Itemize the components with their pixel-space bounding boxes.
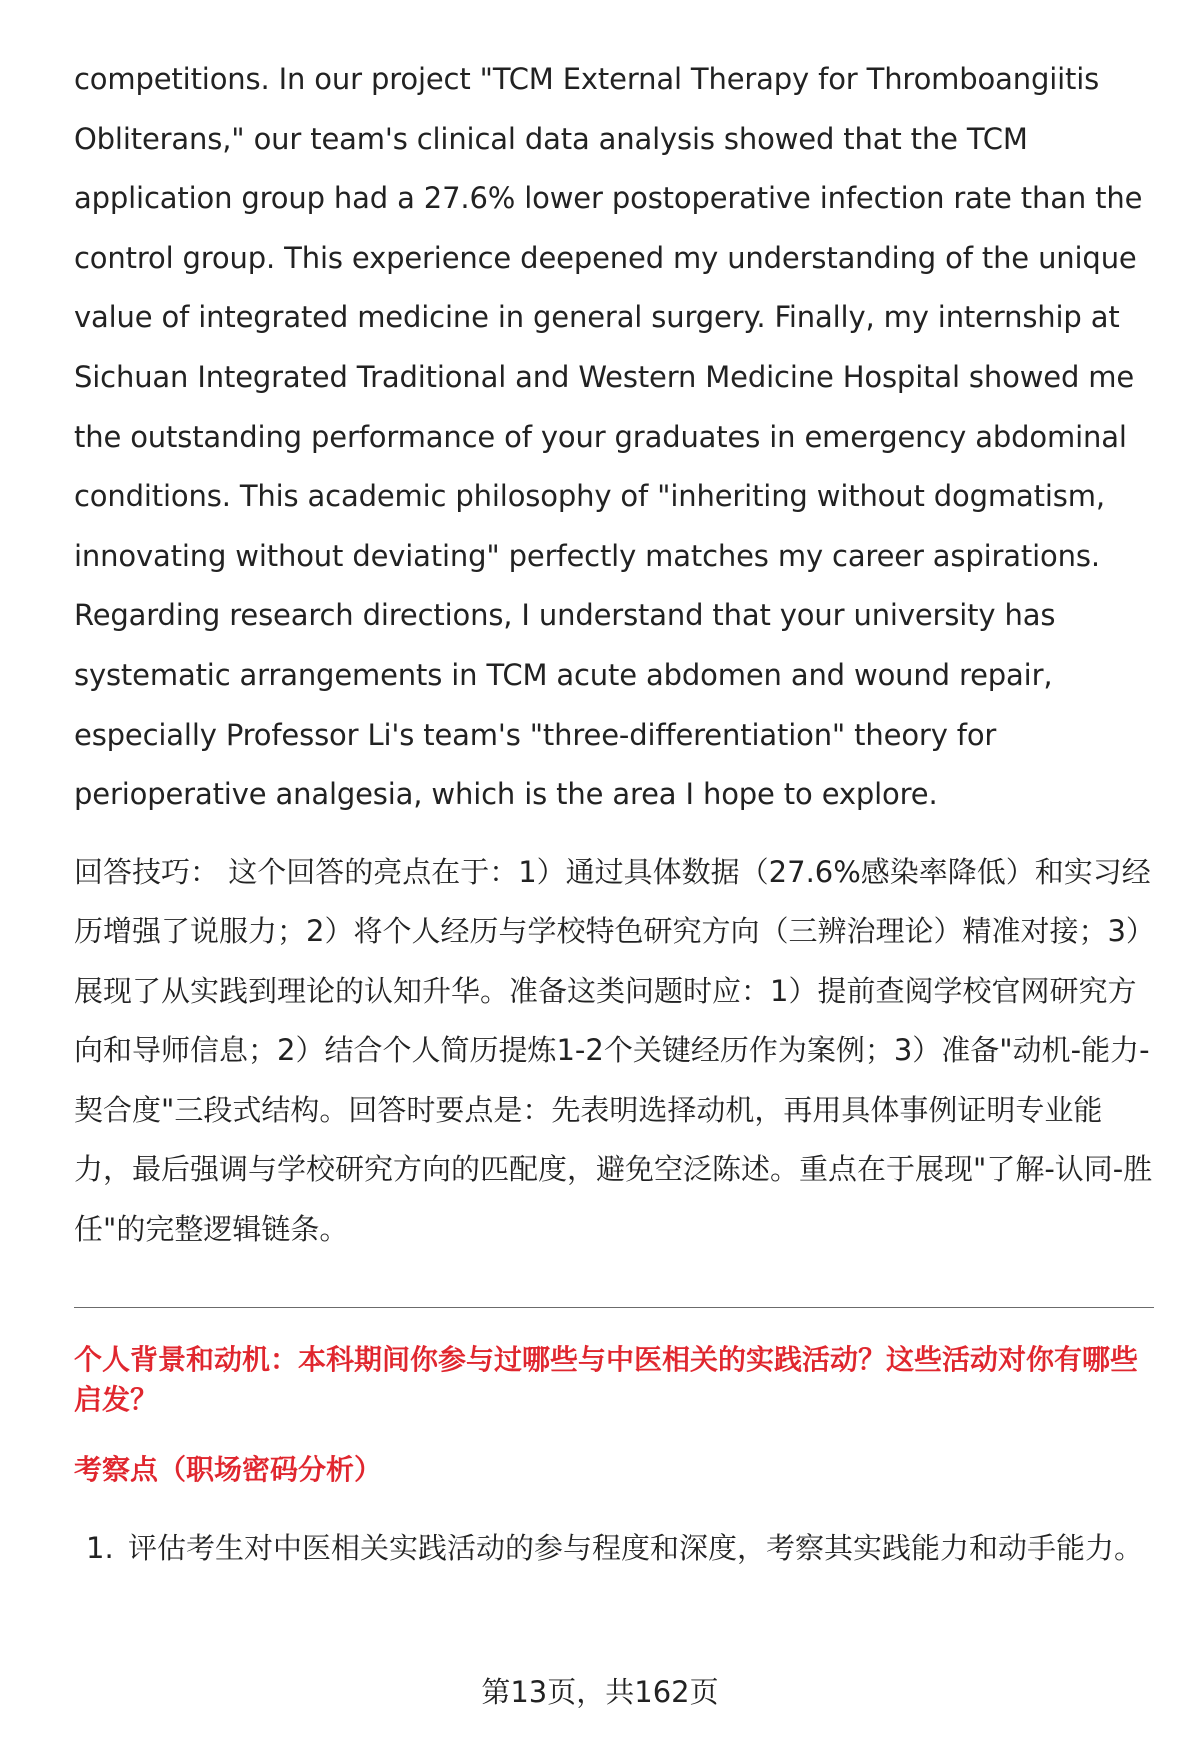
list-item-number: 1.	[86, 1531, 114, 1566]
list-item	[74, 1518, 1154, 1578]
list-item-text: 评估考生对中医相关实践活动的参与程度和深度，考察其实践能力和动手能力。	[128, 1531, 1144, 1566]
answer-tip	[74, 843, 1154, 1260]
answer-tip-label: 回答技巧：	[74, 854, 220, 889]
section-title: 考察点（职场密码分析）	[74, 1453, 383, 1487]
page-number-footer: 第13页，共162页	[481, 1675, 719, 1709]
answer-tip-text: 这个回答的亮点在于：1）通过具体数据（27.6%感染率降低）和实习经历增强了说服力；2）将个人经历与学校特色研究方向（三辨治理论）精准对接；3）展现了从实践到理论的认知升华。准备这类问题时应：1）提前查阅学校官网研究方向和导师信息；2）结合个人简历提炼1-2个关键经历作为案例；3）准备"动机-能力-契合度"三段式结构。回答时要点是：先表明选择动机，再用具体事例证明专业能力，最后强调与学校研究方向的匹配度，避免空泛陈述。重点在于展现"了解-认同-胜任"的完整逻辑链条。	[74, 854, 1153, 1246]
body-paragraph: competitions. In our project "TCM External Therapy for Thromboangiitis Obliterans," our team's clinical data analysis showed that the TCM application group had a 27.6% lower postoperative infection rate than the control group. This experience deepened my understanding of the unique value of integrated medicine in general surgery. Finally, my internship at Sichuan Integrated Traditional and Western Medicine Hospital showed me the outstanding performance of your graduates in emergency abdominal conditions. This academic philosophy of "inheriting without dogmatism, innovating without deviating" perfectly matches my career aspirations. Regarding research directions, I understand that your university has systematic arrangements in TCM acute abdomen and wound repair, especially Professor Li's team's "three-differentiation" theory for perioperative analgesia, which is the area I hope to explore.	[74, 62, 1143, 812]
section-divider	[74, 1307, 1154, 1308]
question-heading: 个人背景和动机：本科期间你参与过哪些与中医相关的实践活动？这些活动对你有哪些启发？	[74, 1343, 1139, 1417]
points-list	[74, 1518, 1154, 1578]
document-page	[74, 50, 1154, 1578]
